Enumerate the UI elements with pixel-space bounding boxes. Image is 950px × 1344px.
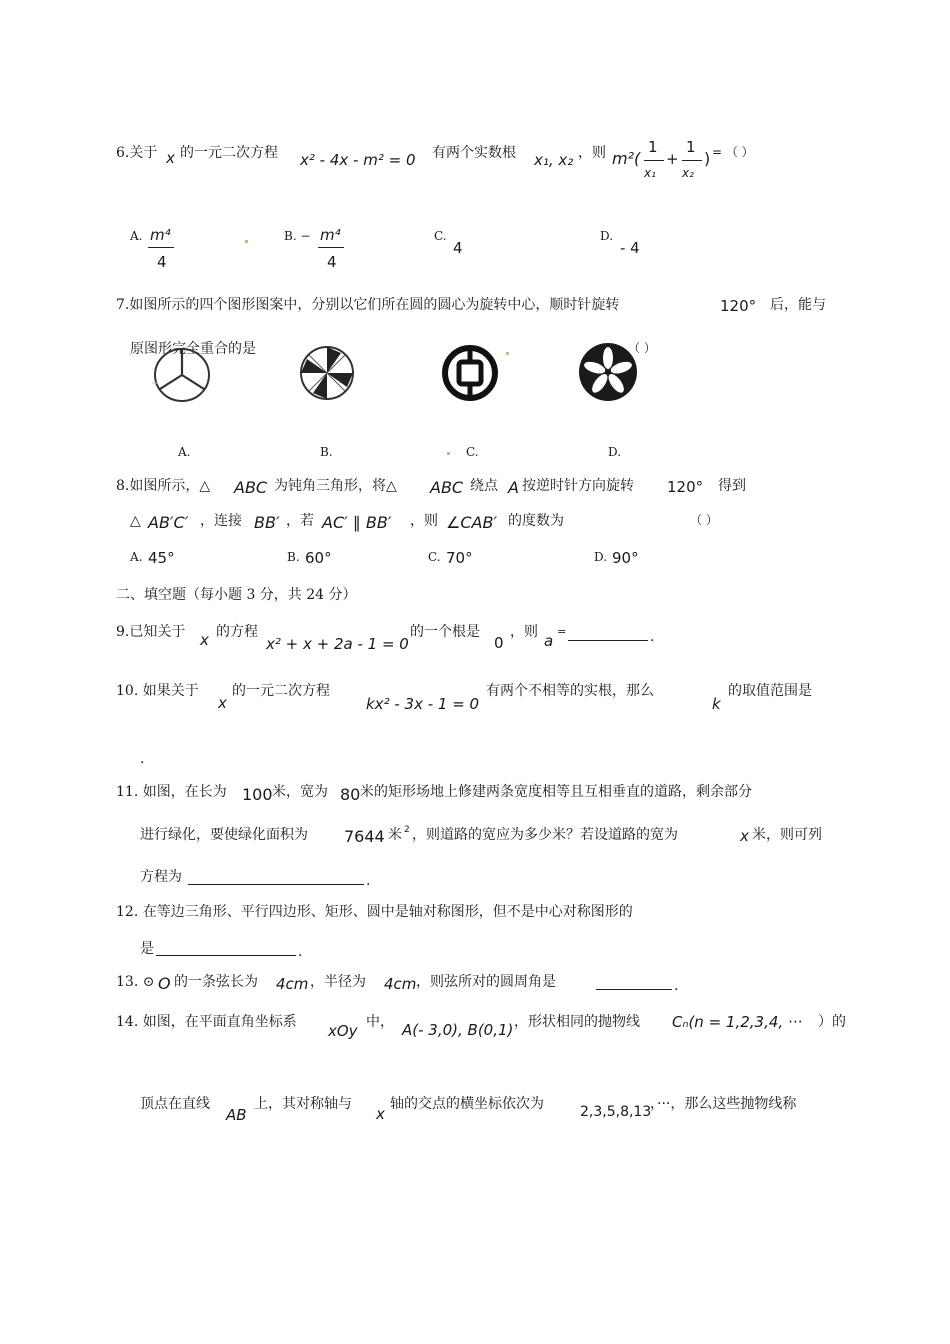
q14-parabola-family: Cₙ(n = 1,2,3,4, ··· xyxy=(672,1013,803,1031)
q8-line2-d: ，则 xyxy=(410,513,438,529)
q11-width: 80 xyxy=(340,785,361,804)
q10-equation: kx² - 3x - 1 = 0 xyxy=(366,695,480,713)
q8-parallel: AC′ ∥ BB′ xyxy=(322,513,392,532)
mercedes-star-icon xyxy=(150,345,214,405)
q13-end: . xyxy=(674,978,679,994)
q11-sq-superscript: 2 xyxy=(404,825,410,835)
q6-frac2-den: x₂ xyxy=(682,166,694,180)
q12-answer-blank[interactable] xyxy=(156,955,296,956)
q14-l2-d: ，···，那么这些抛物线称 xyxy=(650,1096,797,1112)
q6-plus: + xyxy=(666,150,679,168)
q7-label-c: C. xyxy=(466,445,479,459)
q12-line2: 是 xyxy=(140,941,154,957)
q8-option-d-label: D. xyxy=(594,550,608,564)
q11-l1-a: 11. 如图，在长为 xyxy=(116,784,227,800)
q9-text-c: 的一个根是 xyxy=(410,624,480,640)
q6-text-mid1: 的一元二次方程 xyxy=(180,145,278,161)
q14-coord-system: xOy xyxy=(328,1022,358,1040)
q9-text-a: 9.已知关于 xyxy=(116,624,186,640)
q14-line-ab: AB xyxy=(226,1106,247,1124)
q13-text-c: ，半径为 xyxy=(310,974,366,990)
q8-line1-c: 绕点 xyxy=(470,478,498,494)
q6-option-d-value: - 4 xyxy=(620,239,640,257)
q11-end: . xyxy=(366,873,371,889)
q6-frac1-den: x₁ xyxy=(644,166,656,180)
scan-artifact-dot xyxy=(447,452,450,455)
q13-var-o: O xyxy=(158,974,171,993)
section-heading-fill-in: 二、填空题（每小题 3 分，共 24 分） xyxy=(116,587,357,603)
q14-l2-b: 上，其对称轴与 xyxy=(254,1096,352,1112)
q6-option-b-label: B. − xyxy=(284,229,311,243)
q6-equation: x² - 4x - m² = 0 xyxy=(300,151,416,169)
q6-frac2-num: 1 xyxy=(686,138,696,156)
q6-close-paren: ) xyxy=(704,149,711,168)
q9-var-a: a xyxy=(544,632,554,650)
q9-equation: x² + x + 2a - 1 = 0 xyxy=(266,635,409,653)
q14-var-x: x xyxy=(376,1105,385,1123)
q12-end: . xyxy=(298,944,303,960)
q9-text-b: 的方程 xyxy=(216,624,258,640)
q6-answer-paren: = （ ） xyxy=(712,145,754,159)
q11-var-x: x xyxy=(740,827,749,845)
q7-answer-paren: （ ） xyxy=(628,341,656,355)
q6-roots: x₁, x₂ xyxy=(534,151,574,169)
q11-l2-c: ，则道路的宽应为多少米？若设道路的宽为 xyxy=(412,827,678,843)
q10-var-x: x xyxy=(218,694,227,712)
q8-line1-e: 得到 xyxy=(718,478,746,494)
q10-text-b: 的一元二次方程 xyxy=(232,683,330,699)
q8-line2-e: 的度数为 xyxy=(508,513,564,529)
q8-option-d-value: 90° xyxy=(612,549,639,567)
q6-option-a-label: A. xyxy=(130,229,143,243)
q6-text-mid2: 有两个实数根 xyxy=(432,145,516,161)
q11-l2-b: 米 xyxy=(388,827,402,843)
q11-answer-blank[interactable] xyxy=(188,884,364,885)
q8-abc: ABC xyxy=(234,478,268,497)
q9-equals: = xyxy=(557,625,567,638)
q9-answer-blank[interactable] xyxy=(568,640,648,641)
q8-option-c-value: 70° xyxy=(446,549,473,567)
q11-l2-d: 米，则可列 xyxy=(752,827,822,843)
q10-text-d: 的取值范围是 xyxy=(728,683,812,699)
q8-line1-d: 按逆时针方向旋转 xyxy=(522,478,634,494)
q8-point-a: A xyxy=(508,478,519,497)
q13-chord: 4cm xyxy=(276,975,309,993)
q12-line1: 12. 在等边三角形、平行四边形、矩形、圆中是轴对称图形，但不是中心对称图形的 xyxy=(116,904,633,920)
q7-angle: 120° xyxy=(720,297,757,315)
q6-option-a-bar xyxy=(148,247,174,248)
q10-end: . xyxy=(140,751,145,767)
q8-answer-paren: （ ） xyxy=(690,513,718,527)
scan-artifact-dot xyxy=(506,352,509,355)
q9-text-d: ，则 xyxy=(510,624,538,640)
q6-option-b-bar xyxy=(318,247,344,248)
q13-radius: 4cm xyxy=(384,975,417,993)
q8-line2-a: △ xyxy=(130,513,141,529)
q8-line2-c: ，若 xyxy=(286,513,314,529)
q6-option-c-value: 4 xyxy=(453,239,463,257)
q11-l1-b: 米，宽为 xyxy=(272,784,328,800)
q14-points: A(- 3,0), B(0,1) xyxy=(402,1021,514,1039)
q10-var-k: k xyxy=(712,695,721,713)
q6-option-a-num: m⁴ xyxy=(150,226,171,244)
q13-text-d: ，则弦所对的圆周角是 xyxy=(416,974,556,990)
q7-label-d: D. xyxy=(608,445,622,459)
q9-end: . xyxy=(650,629,655,645)
q13-answer-blank[interactable] xyxy=(596,989,672,990)
q7-label-a: A. xyxy=(178,445,191,459)
q11-area: 7644 xyxy=(344,827,385,846)
q11-l2-a: 进行绿化，要使绿化面积为 xyxy=(140,827,308,843)
q7-label-b: B. xyxy=(320,445,333,459)
q8-abc-2: ABC xyxy=(430,478,464,497)
q14-l1-a: 14. 如图，在平面直角坐标系 xyxy=(116,1014,297,1030)
q11-l1-c: 米的矩形场地上修建两条宽度相等且互相垂直的道路，剩余部分 xyxy=(360,784,752,800)
q6-option-c-label: C. xyxy=(434,229,447,243)
q9-var-x: x xyxy=(200,631,209,649)
q6-option-b-den: 4 xyxy=(327,253,337,271)
q6-option-a-den: 4 xyxy=(157,253,167,271)
q9-zero: 0 xyxy=(494,634,504,652)
q14-l2-a: 顶点在直线 xyxy=(140,1096,210,1112)
q14-sequence: 2,3,5,8,13 xyxy=(580,1104,652,1120)
q6-frac2-bar xyxy=(682,160,702,161)
q8-bb-prime: BB′ xyxy=(254,513,280,532)
q8-abc-prime: AB′C′ xyxy=(148,513,189,532)
q6-var-x: x xyxy=(166,149,175,167)
q7-line1-tail: 后，能与 xyxy=(770,297,826,313)
pinwheel-icon xyxy=(297,343,357,403)
q6-expr-m: m²( xyxy=(612,149,641,168)
q7-line2: 原图形完全重合的是 xyxy=(130,341,256,357)
q6-text-mid3: ，则 xyxy=(578,145,606,161)
q8-option-a-label: A. xyxy=(130,550,143,564)
coin-icon xyxy=(440,343,500,403)
q6-frac1-bar xyxy=(644,160,664,161)
q14-l1-c: ，形状相同的抛物线 xyxy=(514,1014,640,1030)
q8-option-b-value: 60° xyxy=(305,549,332,567)
q11-l3: 方程为 xyxy=(140,869,182,885)
q14-l1-b: 中， xyxy=(366,1014,394,1030)
q11-length: 100 xyxy=(242,785,273,804)
scan-artifact-dot xyxy=(245,240,248,243)
q7-line1: 7.如图所示的四个图形图案中，分别以它们所在圆的圆心为旋转中心，顺时针旋转 xyxy=(116,297,620,313)
q6-text-prefix: 6.关于 xyxy=(116,145,158,161)
q8-angle-expr: ∠CAB′ xyxy=(446,513,498,532)
q10-text-c: 有两个不相等的实根，那么 xyxy=(486,683,654,699)
q13-text-b: 的一条弦长为 xyxy=(174,974,258,990)
q8-line1-b: 为钝角三角形，将△ xyxy=(274,478,397,494)
q6-option-b-num: m⁴ xyxy=(320,226,341,244)
q14-l1-d: ）的 xyxy=(818,1014,846,1030)
q13-text-a: 13. ⊙ xyxy=(116,974,155,990)
q8-angle: 120° xyxy=(667,478,704,496)
q8-line1-a: 8.如图所示，△ xyxy=(116,478,211,494)
q8-line2-b: ，连接 xyxy=(200,513,242,529)
q10-text-a: 10. 如果关于 xyxy=(116,683,199,699)
flower-icon xyxy=(577,341,639,403)
q8-option-a-value: 45° xyxy=(148,549,175,567)
q8-option-b-label: B. xyxy=(287,550,300,564)
q14-l2-c: 轴的交点的横坐标依次为 xyxy=(390,1096,544,1112)
q6-frac1-num: 1 xyxy=(648,138,658,156)
q6-option-d-label: D. xyxy=(600,229,614,243)
q8-option-c-label: C. xyxy=(428,550,441,564)
